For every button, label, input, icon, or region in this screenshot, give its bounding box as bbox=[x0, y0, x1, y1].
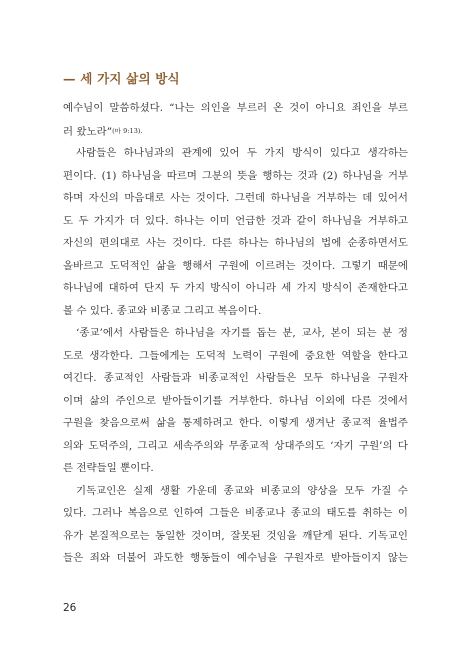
text-line: 여긴다. 종교적인 사람들과 비종교적인 사람들은 모두 하나님을 구원자 bbox=[63, 372, 408, 384]
text-line: 기독교인은 실제 생활 가운데 종교와 비종교의 양상을 모두 가질 수 bbox=[76, 484, 408, 497]
text-line: 볼 수 있다. 종교와 비종교 그리고 복음이다. bbox=[63, 304, 262, 317]
text-line: 있다. 그러나 복음으로 인하여 그들은 비종교나 종교의 태도를 취하는 이 bbox=[63, 507, 408, 519]
text-line: 하며 자신의 마음대로 사는 것이다. 그런데 하나님을 거부하는 데 있어서 bbox=[63, 192, 408, 204]
text-line: 사람들은 하나님과의 관계에 있어 두 가지 방식이 있다고 생각하는 bbox=[76, 147, 408, 159]
text-line-main: 러 왔노라” bbox=[63, 125, 113, 138]
text-line: 유가 본질적으로는 동일한 것이며, 잘못된 것임을 깨닫게 된다. 기독교인 bbox=[63, 529, 408, 542]
text-line: 편이다. (1) 하나님을 따르며 그분의 뜻을 행하는 것과 (2) 하나님을 거부 bbox=[63, 169, 408, 182]
text-line: 른 전략들일 뿐이다. bbox=[63, 462, 154, 474]
text-line: 의와 도덕주의, 그리고 세속주의와 무종교적 상대주의도 ‘자기 구원’의 다 bbox=[63, 439, 408, 452]
text-line: 구원을 찾음으로써 삶을 통제하려고 한다. 이렇게 생겨난 종교적 율법주 bbox=[63, 417, 408, 429]
text-line: 예수님이 말씀하셨다. “나는 의인을 부르러 온 것이 아니요 죄인을 부르 bbox=[63, 102, 408, 114]
section-title: — 세 가지 삶의 방식 bbox=[63, 71, 180, 86]
text-line: 이며 삶의 주인으로 받아들이기를 거부한다. 하나님 이외에 다른 것에서 bbox=[63, 394, 408, 407]
text-line: 자신의 편의대로 사는 것이다. 다른 하나는 하나님의 법에 순종하면서도 bbox=[63, 237, 408, 249]
text-line bbox=[63, 120, 408, 143]
text-line: 도 두 가지가 더 있다. 하나는 이미 언급한 것과 같이 하나님을 거부하고 bbox=[63, 214, 408, 227]
text-line: ‘종교’에서 사람들은 하나님을 자기를 돕는 분, 교사, 본이 되는 분 정 bbox=[76, 327, 408, 339]
text-line: 하나님에 대하여 단지 두 가지 방식이 아니라 세 가지 방식이 존재한다고 bbox=[63, 282, 408, 294]
text-line: 도로 생각한다. 그들에게는 도덕적 노력이 구원에 중요한 역할을 한다고 bbox=[63, 349, 408, 362]
scripture-reference: (마 9:13). bbox=[112, 126, 143, 135]
text-line: 들은 죄와 더불어 과도한 행동들이 예수님을 구원자로 받아들이지 않는 bbox=[63, 552, 408, 564]
text-line: 올바르고 도덕적인 삶을 행해서 구원에 이르려는 것이다. 그렇기 때문에 bbox=[63, 259, 408, 272]
body-text bbox=[63, 97, 408, 570]
page-number: 26 bbox=[63, 602, 77, 614]
